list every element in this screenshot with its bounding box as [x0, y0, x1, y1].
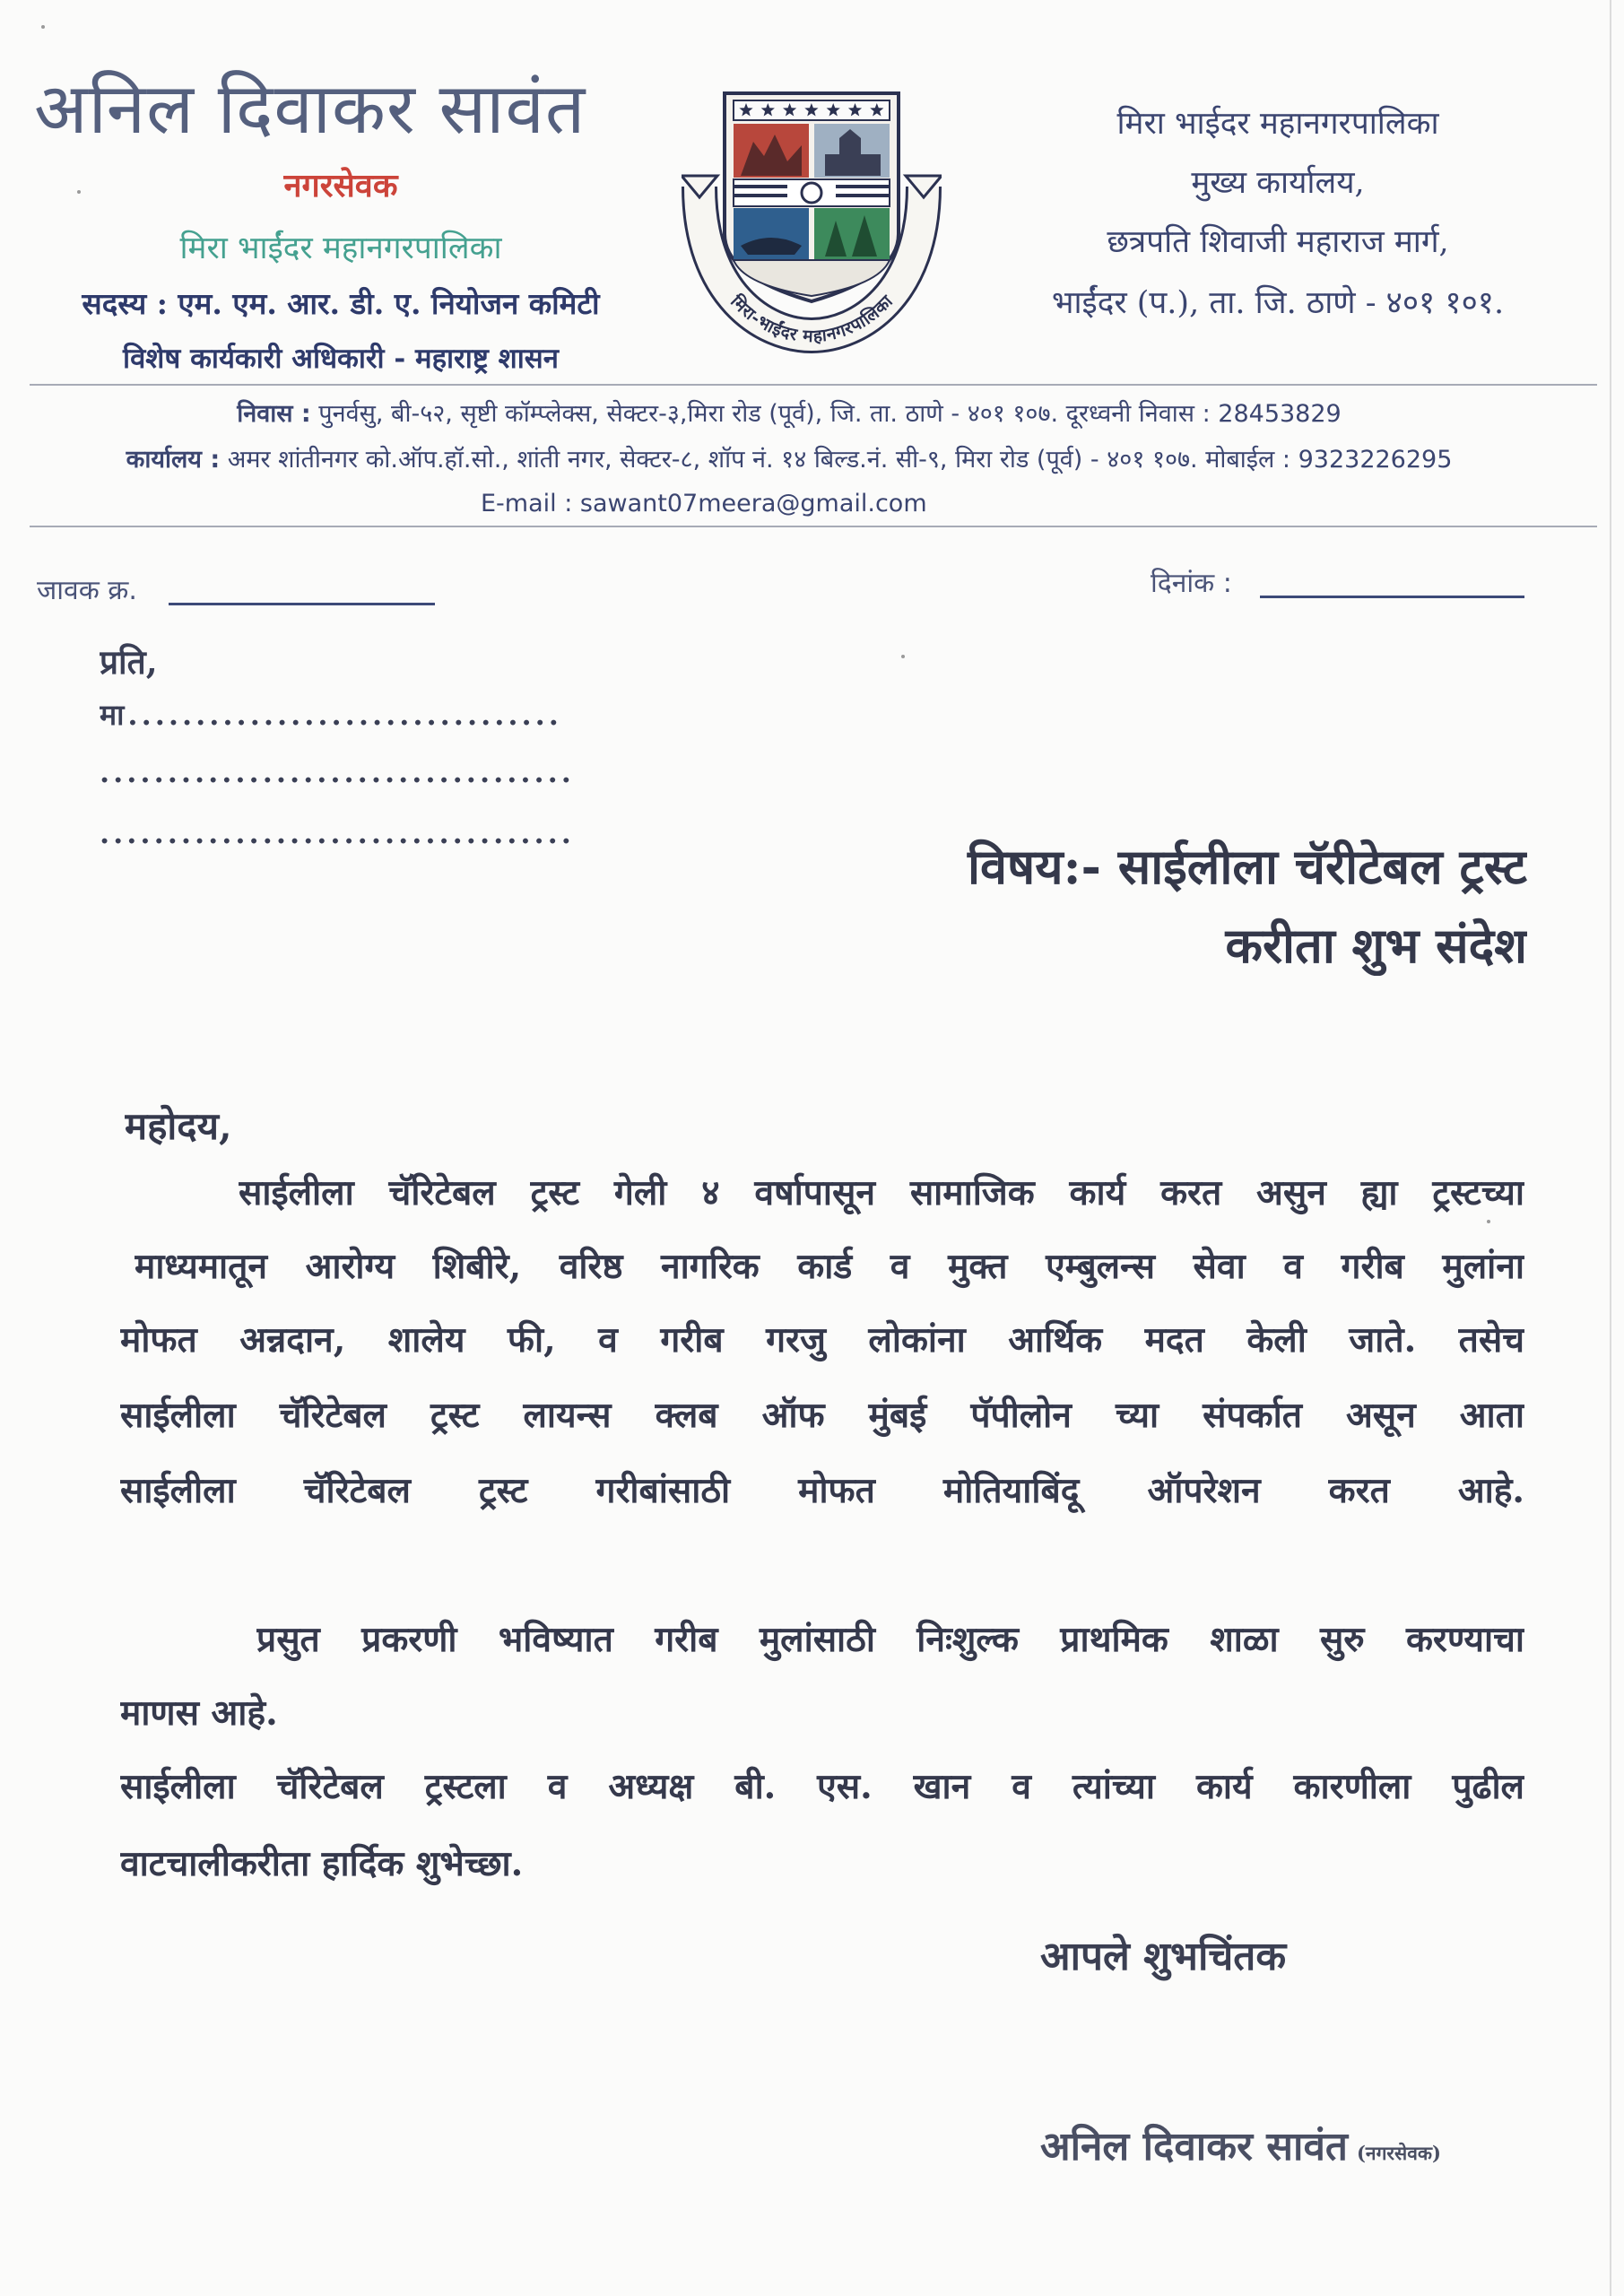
body-line: साईलीला चॅरिटेबल ट्रस्टला व अध्यक्ष बी. एस. खान व त्यांच्या कार्य कारणीला पुढील	[120, 1766, 1524, 1807]
body-line: मोफत अन्नदान, शालेय फी, व गरीब गरजु लोकांना आर्थिक मदत केली जाते. तसेच	[120, 1319, 1524, 1361]
office-label: कार्यालय :	[126, 446, 221, 474]
contact-divider	[30, 526, 1597, 527]
signature-name: अनिल दिवाकर सावंत	[1040, 2124, 1348, 2170]
emblem-stripe	[836, 194, 890, 197]
addressee-line: मा................................	[100, 698, 562, 732]
salutation: महोदय,	[125, 1104, 232, 1148]
letterhead-name: अनिल दिवाकर सावंत	[34, 69, 586, 150]
body-line: माध्यमातून आरोग्य शिबीरे, वरिष्ठ नागरिक कार्ड व मुक्त एम्बुलन्स सेवा व गरीब मुलांना	[135, 1246, 1524, 1287]
letterhead-officer-line: विशेष कार्यकारी अधिकारी - महाराष्ट्र शासन	[123, 343, 559, 375]
emblem-shield-base	[734, 260, 890, 296]
emblem-ribbon-text: मिरा-भाईंदर महानगरपालिका	[726, 291, 897, 347]
date-blank	[1260, 596, 1524, 598]
scan-speck	[77, 190, 81, 194]
addressee-line: ...................................	[100, 755, 575, 789]
scan-speck	[41, 25, 45, 29]
residence-text: पुनर्वसु, बी-५२, सृष्टी कॉम्प्लेक्स, सेक्टर-३,मिरा रोड (पूर्व), जि. ता. ठाणे - ४०१ १०७. दूरध्वनी निवास : 28453829	[318, 400, 1342, 428]
subject-line: विषय:- साईलीला चॅरीटेबल ट्रस्ट	[968, 838, 1527, 895]
scan-speck	[1487, 1220, 1490, 1223]
residence-address-line	[22, 396, 1556, 432]
scan-speck	[901, 655, 905, 658]
body-line: साईलीला चॅरिटेबल ट्रस्ट गेली ४ वर्षापासून सामाजिक कार्य करत असुन ह्या ट्रस्टच्या	[239, 1172, 1524, 1213]
emblem-quadrant-bottom-right	[814, 208, 890, 260]
signature-block	[1040, 2120, 1596, 2180]
body-line: साईलीला चॅरिटेबल ट्रस्ट लायन्स क्लब ऑफ मुंबई पॅपीलोन च्या संपर्कात असून आता	[120, 1395, 1524, 1436]
emblem-stripe	[734, 194, 787, 197]
letterhead-member-line: सदस्य : एम. एम. आर. डी. ए. नियोजन कमिटी	[82, 286, 600, 321]
closing-text: आपले शुभचिंतक	[1040, 1934, 1287, 1979]
municipal-emblem-icon	[682, 86, 942, 360]
outward-number-blank	[169, 603, 435, 605]
office-text: अमर शांतीनगर को.ऑप.हॉ.सो., शांती नगर, सेक्टर-८, शॉप नं. १४ बिल्ड.नं. सी-९, मिरा रोड (पूर्व) - ४०१ १०७. मोबाईल : 9323226295	[227, 446, 1453, 474]
residence-label: निवास :	[237, 400, 311, 428]
office-address-line: मुख्य कार्यालय,	[1191, 165, 1365, 201]
office-address-line: छत्रपति शिवाजी महाराज मार्ग,	[1107, 224, 1449, 260]
body-line: साईलीला चॅरिटेबल ट्रस्ट गरीबांसाठी मोफत मोतियाबिंदू ऑपरेशन करत आहे.	[120, 1470, 1524, 1511]
outward-number-label: जावक क्र.	[37, 575, 137, 606]
scan-edge-line	[1610, 0, 1611, 2296]
emblem-svg	[682, 86, 942, 360]
header-divider	[30, 384, 1597, 386]
office-address-line: भाईंदर (प.), ता. जि. ठाणे - ४०१ १०१.	[1051, 285, 1505, 321]
body-line: वाटचालीकरीता हार्दिक शुभेच्छा.	[120, 1843, 524, 1884]
body-line: प्रसुत प्रकरणी भविष्यात गरीब मुलांसाठी निःशुल्क प्राथमिक शाळा सुरु करण्याचा	[256, 1619, 1524, 1660]
addressee-line: ...................................	[100, 816, 575, 850]
office-address-line: मिरा भाईदर महानगरपालिका	[1116, 106, 1439, 142]
signature-title: (नगरसेवक)	[1357, 2142, 1441, 2164]
email-line: E-mail : sawant07meera@gmail.com	[481, 490, 927, 517]
subject-line: करीता शुभ संदेश	[1225, 917, 1527, 974]
emblem-stripe	[734, 185, 787, 188]
date-label: दिनांक :	[1151, 568, 1232, 599]
office-contact-line	[22, 442, 1556, 478]
body-line: माणस आहे.	[120, 1692, 278, 1734]
emblem-stripe	[836, 185, 890, 188]
letterhead-designation: नगरसेवक	[283, 167, 398, 204]
letterhead-corporation: मिरा भाईंदर महानगरपालिका	[179, 230, 502, 266]
addressee-to: प्रति,	[100, 642, 158, 682]
